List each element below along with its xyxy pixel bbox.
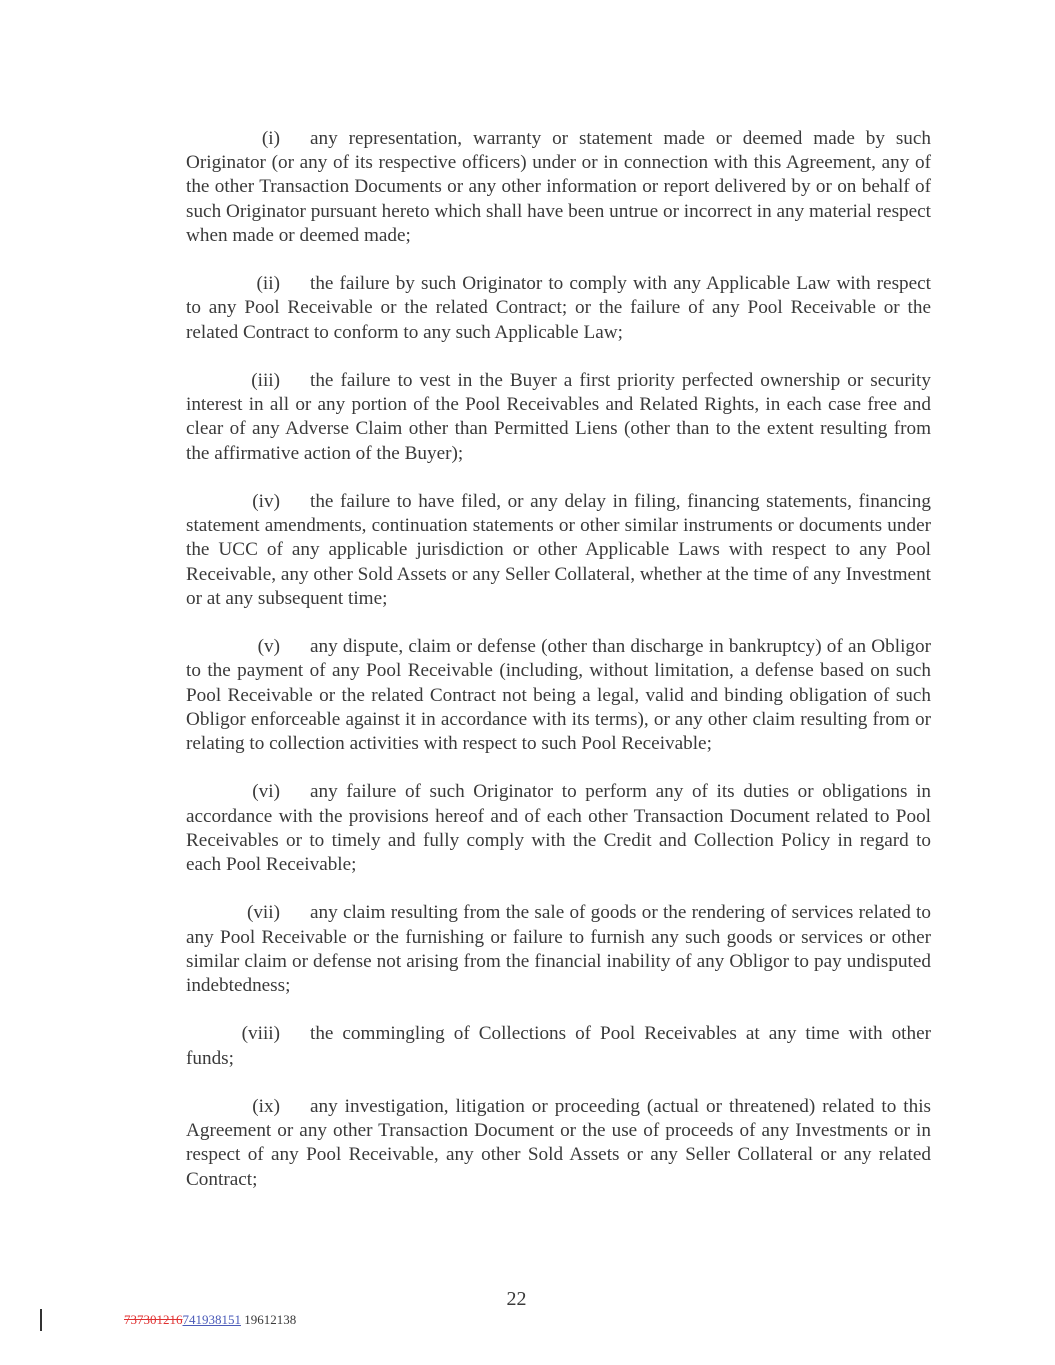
clause-paragraph [186, 780, 931, 877]
clause-text: the failure to have filed, or any delay in filing, financing statements, financing statement amendments, continuation statements or other similar instruments or documents under the UCC of any applicable jurisdiction or other Applicable Laws with respect to any Pool Receivable, any other Sold Assets or any Seller Collateral, whether at the time of any Investment or at any subsequent time; [186, 491, 931, 609]
clause-paragraph [186, 127, 931, 248]
clause-paragraph [186, 272, 931, 345]
clause-text: any failure of such Originator to perform any of its duties or obligations in accordance with the provisions hereof and of each other Transaction Document related to Pool Receivables or to timely and fully comply with the Credit and Collection Policy in regard to each Pool Receivable; [186, 781, 931, 876]
clause-label: (viii) [241, 1023, 280, 1045]
clause-label: (v) [257, 636, 280, 658]
clause-paragraph [186, 1095, 931, 1192]
page-number: 22 [506, 1288, 527, 1310]
clause-label: (iv) [252, 491, 280, 512]
document-body [186, 127, 931, 1216]
clause-label: (ix) [252, 1096, 280, 1117]
clause-text: the failure to vest in the Buyer a first priority perfected ownership or security interest in all or any portion of the Pool Receivables and Related Rights, in each case free and clear of any Adverse Claim other than Permitted Liens (other than to the extent resulting from the affirmative action of the Buyer); [186, 370, 931, 464]
doc-id: 19612138 [244, 1312, 297, 1327]
clause-text: the failure by such Originator to comply with any Applicable Law with respect to any Pool Receivable or the related Contract; or the failure of any Pool Receivable or the related Contract to conform to any such Applicable Law; [186, 273, 931, 343]
clause-label: (vi) [252, 781, 280, 803]
clause-text: any claim resulting from the sale of goods or the rendering of services related to any Pool Receivable or the furnishing or failure to furnish any such goods or services or other similar claim or defense not arising from the financial inability of any Obligor to pay undisputed indebtedness; [186, 902, 931, 997]
clause-label: (i) [261, 128, 280, 149]
clause-paragraph [186, 490, 931, 611]
inserted-doc-id: 741938151 [182, 1312, 241, 1327]
deleted-doc-id: 737301216 [124, 1312, 183, 1327]
clause-text: the commingling of Collections of Pool Receivables at any time with other funds; [186, 1023, 931, 1069]
clause-text: any investigation, litigation or proceeding (actual or threatened) related to this Agreement or any other Transaction Document or the use of proceeds of any Investments or in respect of any Pool Receivable, any other Sold Assets or any Seller Collateral or any related Contract; [186, 1096, 931, 1190]
clause-text: any dispute, claim or defense (other than discharge in bankruptcy) of an Obligor to the payment of any Pool Receivable (including, without limitation, a defense based on such Pool Receivable or the related Contract not being a legal, valid and binding obligation of such Obligor enforceable against it in accordance with its terms), or any other claim resulting from or relating to collection activities with respect to such Pool Receivable; [186, 636, 931, 755]
clause-label: (vii) [246, 902, 280, 924]
change-bar [40, 1309, 42, 1331]
clause-paragraph [186, 901, 931, 998]
clause-text: any representation, warranty or statement made or deemed made by such Originator (or any of its respective officers) under or in connection with this Agreement, any of the other Transaction Documents or any other information or report delivered by or on behalf of such Originator pursuant hereto which shall have been untrue or incorrect in any material respect when made or deemed made; [186, 128, 931, 246]
clause-paragraph [186, 1022, 931, 1070]
footer-doc-id [124, 1312, 296, 1328]
clause-paragraph [186, 369, 931, 466]
clause-label: (iii) [251, 370, 280, 391]
clause-label: (ii) [256, 273, 280, 295]
clause-paragraph [186, 635, 931, 756]
